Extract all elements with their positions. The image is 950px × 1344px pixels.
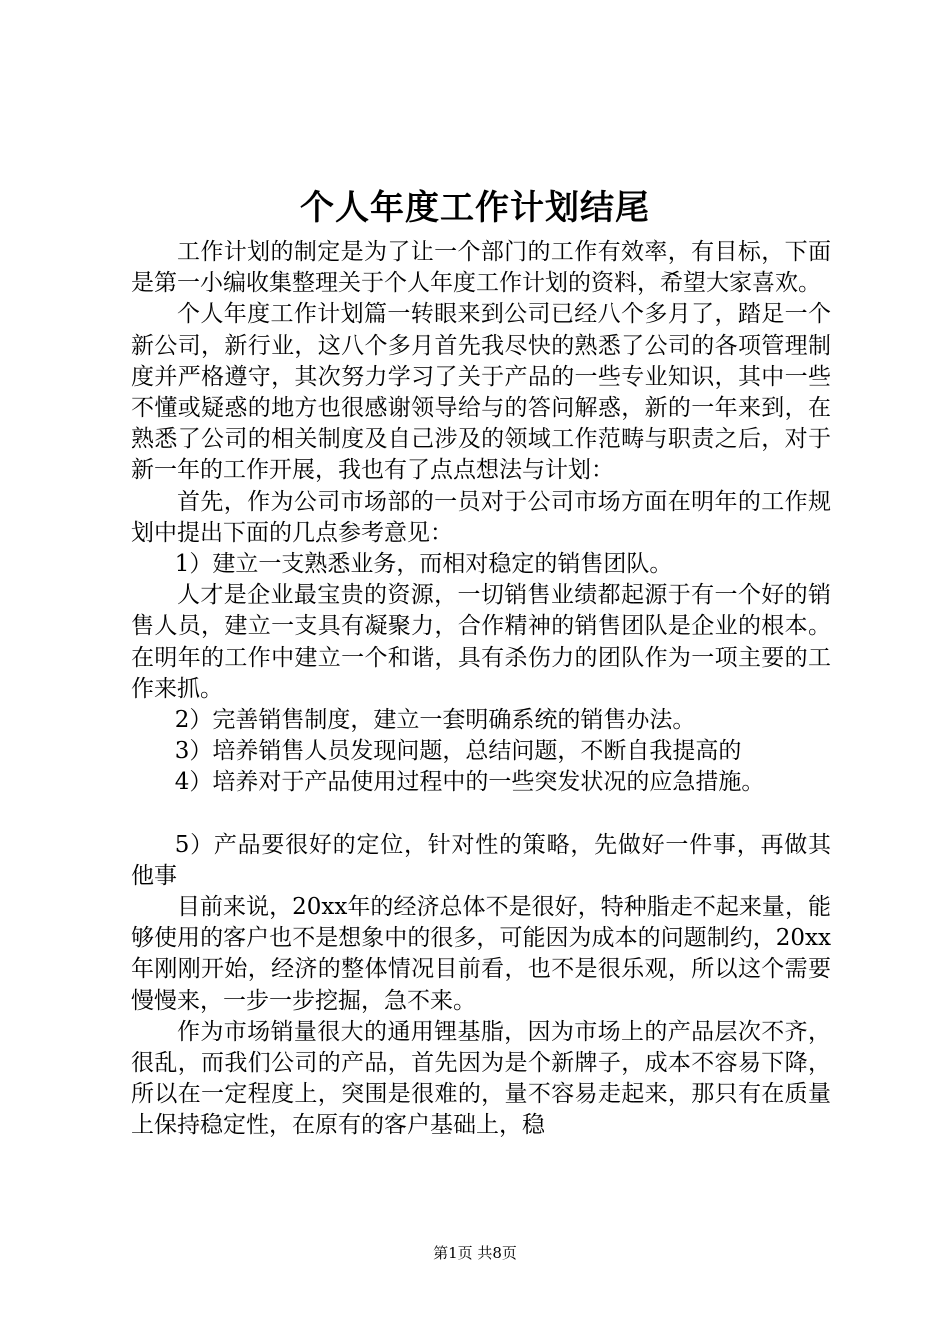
list-item-2: 2）完善销售制度，建立一套明确系统的销售办法。: [174, 707, 696, 734]
paragraph-spacer: [131, 799, 831, 830]
list-item-4: 4）培养对于产品使用过程中的一些突发状况的应急措施。: [174, 769, 765, 796]
list-item-5: 5）产品要很好的定位，针对性的策略，先做好一件事，再做其他事: [131, 831, 831, 889]
paragraph-intro: 工作计划的制定是为了让一个部门的工作有效率，有目标，下面是第一小编收集整理关于个人年度工作计划的资料，希望大家喜欢。: [131, 239, 831, 297]
paragraph-lithium-grease: 作为市场销量很大的通用锂基脂，因为市场上的产品层次不齐，很乱，而我们公司的产品，首先因为是个新牌子，成本不容易下降，所以在一定程度上，突围是很难的，量不容易走起来，那只有在质量上保持稳定性，在原有的客户基础上，稳: [131, 1018, 831, 1139]
list-item-3: 3）培养销售人员发现问题，总结问题，不断自我提高的: [174, 738, 742, 765]
paragraph-talent: 人才是企业最宝贵的资源，一切销售业绩都起源于有一个好的销售人员，建立一支具有凝聚力，合作精神的销售团队是企业的根本。在明年的工作中建立一个和谐，具有杀伤力的团队作为一项主要的工作来抓。: [131, 582, 831, 702]
paragraph-economy: 目前来说，20xx年的经济总体不是很好，特种脂走不起来量，能够使用的客户也不是想象中的很多，可能因为成本的问题制约，20xx年刚刚开始，经济的整体情况目前看，也不是很乐观，所以这个需要慢慢来，一步一步挖掘，急不来。: [131, 894, 831, 1014]
document-title: 个人年度工作计划结尾: [300, 188, 650, 228]
page-footer: 第1页 共8页: [433, 1244, 517, 1262]
paragraph-market-suggestions: 首先，作为公司市场部的一员对于公司市场方面在明年的工作规划中提出下面的几点参考意见：: [131, 488, 831, 546]
list-item-1: 1）建立一支熟悉业务，而相对稳定的销售团队。: [174, 551, 673, 578]
paragraph-plan-one: 个人年度工作计划篇一转眼来到公司已经八个多月了，踏足一个新公司，新行业，这八个多月首先我尽快的熟悉了公司的各项管理制度并严格遵守，其次努力学习了关于产品的一些专业知识，其中一些不懂或疑惑的地方也很感谢领导给与的答问解惑，新的一年来到，在熟悉了公司的相关制度及自己涉及的领域工作范畴与职责之后，对于新一年的工作开展，我也有了点点想法与计划：: [131, 301, 831, 484]
document-body: [131, 237, 831, 1142]
